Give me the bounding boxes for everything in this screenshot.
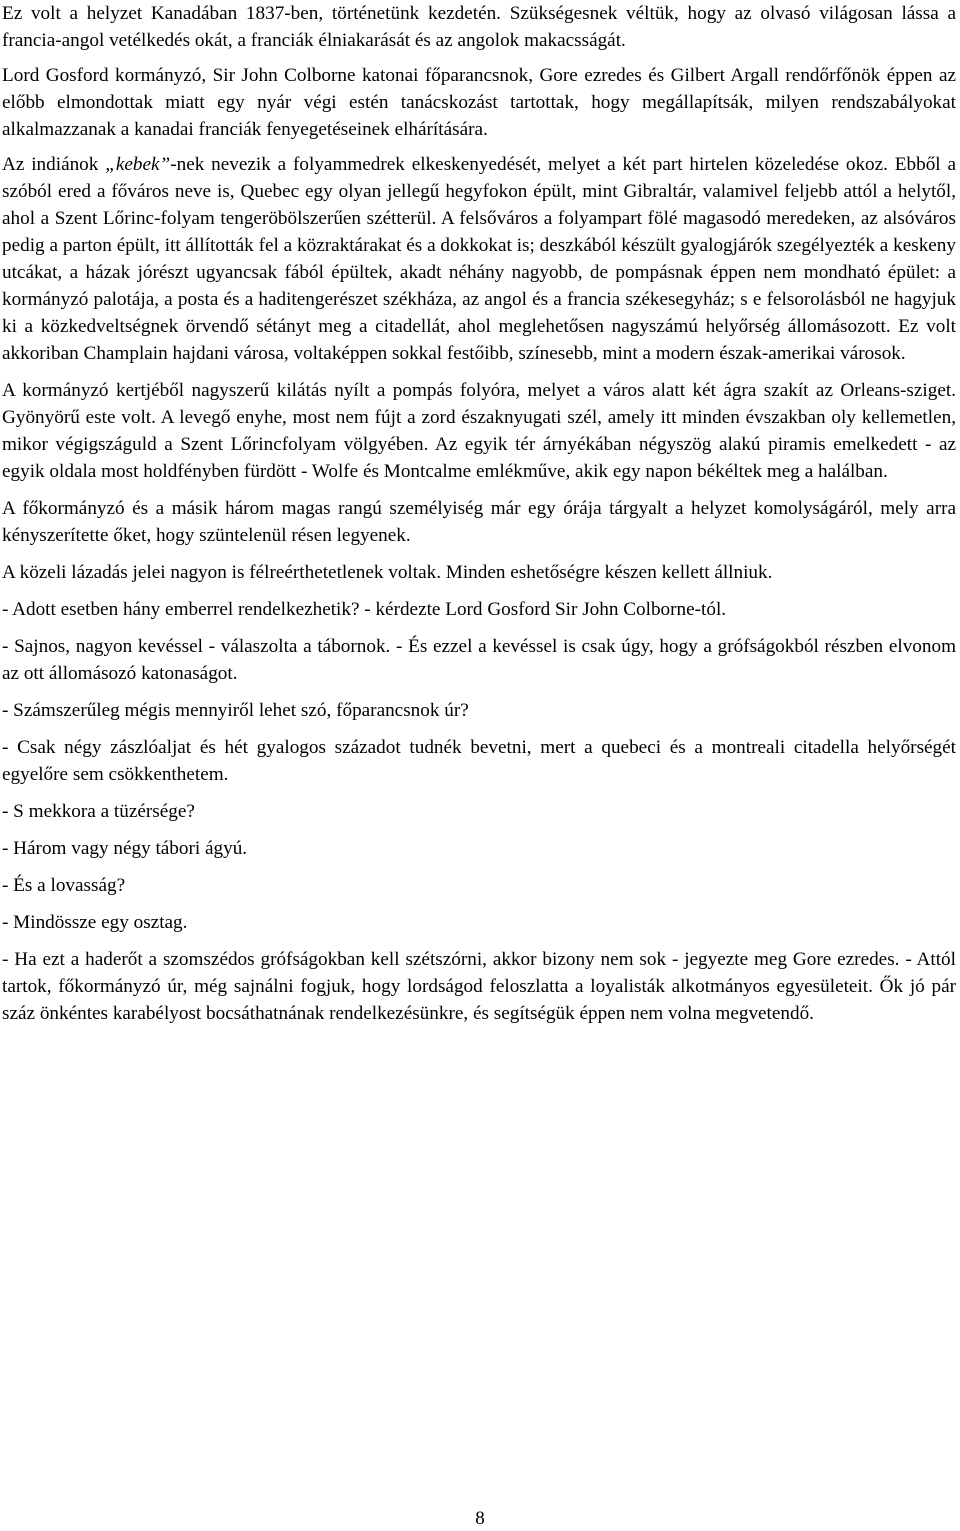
dialogue-line: - S mekkora a tüzérsége? <box>2 801 195 822</box>
dialogue-line: - Ha ezt a haderőt a szomszédos grófságokban kell szétszórni, akkor bizony nem sok - jegyezte meg Gore ezredes. - Attól tartok, főkormányzó úr, még sajnálni fogjuk, hogy lordságod feloszlatta a loyalisták alkotmányos egyesületeit. Ők jó pár száz önkéntes karabélyost bocsáthatnának rendelkezésünkre, és segítségük éppen nem volna megvetendő. <box>2 949 956 1024</box>
paragraph-discussion: A főkormányzó és a másik három magas rangú személyiség már egy órája tárgyalt a helyzet komolyságáról, mely arra kényszerítette őket, hogy szüntelenül résen legyenek. <box>2 498 956 546</box>
dialogue-line: - És a lovasság? <box>2 875 126 896</box>
paragraph-council: Lord Gosford kormányzó, Sir John Colborne katonai főparancsnok, Gore ezredes és Gilbert Argall rendőrfőnök éppen az előbb elmondottak miatt egy nyár végi estén tanácskozást tartottak, hogy megállapítsák, milyen rendszabályokat alkalmazzanak a kanadai franciák fenyegetéseinek elhárítására. <box>2 65 956 140</box>
paragraph-intro: Ez volt a helyzet Kanadában 1837-ben, történetünk kezdetén. Szükségesnek véltük, hogy az olvasó világosan lássa a francia-angol vetélkedés okát, a franciák élniakarását és az angolok makacsságát. <box>2 3 956 51</box>
dialogue-line: - Adott esetben hány emberrel rendelkezhetik? - kérdezte Lord Gosford Sir John Colborne-tól. <box>2 599 727 620</box>
document-body <box>2 0 956 1037</box>
paragraph-garden: A kormányzó kertjéből nagyszerű kilátás nyílt a pompás folyóra, melyet a város alatt két ágra szakít az Orleans-sziget. Gyönyörű este volt. A levegő enyhe, most nem fújt a zord északnyugati szél, amely itt minden évszakban oly kellemetlen, mikor végigszáguld a Szent Lőrincfolyam völgyében. Az egyik tér árnyékában négyszög alakú piramis emelkedett - az egyik oldala most holdfényben fürdött - Wolfe és Montcalme emlékműve, akik egy napon békéltek meg a halálban. <box>2 380 956 482</box>
page-number: 8 <box>475 1508 485 1529</box>
dialogue-line: - Három vagy négy tábori ágyú. <box>2 838 248 859</box>
paragraph-quebec <box>2 151 956 367</box>
dialogue-line: - Mindössze egy osztag. <box>2 912 188 933</box>
italic-term-kebek: „kebek” <box>105 154 171 175</box>
paragraph-quebec-start: Az indiánok <box>2 154 106 175</box>
dialogue-line: - Sajnos, nagyon kevéssel - válaszolta a tábornok. - És ezzel a kevéssel is csak úgy, hogy a grófságokból részben elvonom az ott állomásozó katonaságot. <box>2 636 956 684</box>
paragraph-rebellion: A közeli lázadás jelei nagyon is félreérthetetlenek voltak. Minden eshetőségre készen kellett állniuk. <box>2 562 773 583</box>
paragraph-quebec-rest: -nek nevezik a folyammedrek elkeskenyedését, melyet a két part hirtelen közeledése okoz. Ebből a szóból ered a főváros neve is, Quebec egy olyan jellegű hegyfokon épült, mint Gibraltár, valamivel feljebb attól a helytől, ahol a Szent Lőrinc-folyam tengeröbölszerűen szétterül. A felsőváros a folyampart fölé magasodó meredeken, az alsóváros pedig a parton épült, itt állították fel a közraktárakat és a dokkokat is; deszkából készült gyalogjárók szegélyezték a keskeny utcákat, a házak jórészt ugyancsak fából épültek, akadt néhány nagyobb, de pompásnak éppen nem mondható épület: a kormányzó palotája, a posta és a haditengerészet székháza, az angol és a francia székesegyház; s e felsorolásból ne hagyjuk ki a közkedveltségnek örvendő sétányt meg a citadellát, ahol meglehetősen nagyszámú helyőrség állomásozott. Ez volt akkoriban Champlain hajdani városa, voltaképpen sokkal festőibb, színesebb, mint a modern észak-amerikai városok. <box>2 154 956 364</box>
dialogue-line: - Csak négy zászlóaljat és hét gyalogos századot tudnék bevetni, mert a quebeci és a montreali citadella helyőrségét egyelőre sem csökkenthetem. <box>2 737 956 785</box>
dialogue-line: - Számszerűleg mégis mennyiről lehet szó, főparancsnok úr? <box>2 700 469 721</box>
